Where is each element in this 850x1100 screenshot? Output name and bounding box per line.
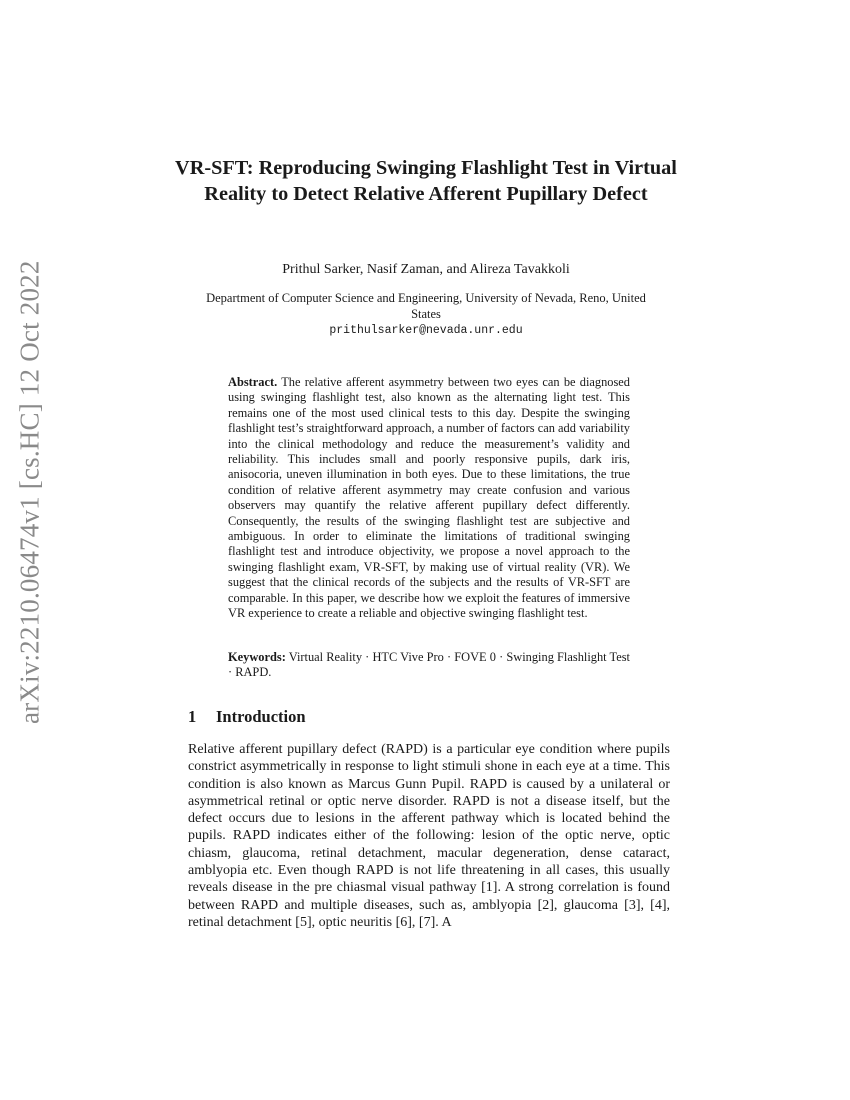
- abstract-text: The relative afferent asymmetry between two eyes can be diagnosed using swinging flashlight test, also known as the alternating light test. This remains one of the most used clinical tests to this day. Despite the swinging flashlight test’s straightforward approach, a number of factors can add variability into the clinical methodology and reduce the measurement’s validity and reliability. This includes small and poorly responsive pupils, dark iris, anisocoria, uneven illumination in both eyes. Due to these limitations, the true condition of relative afferent asymmetry may create confusion and various observers may quantify the relative afferent pupillary defect differently. Consequently, the results of the swinging flashlight test are subjective and ambiguous. In order to eliminate the limitations of traditional swinging flashlight test and introduce objectivity, we propose a novel approach to the swinging flashlight exam, VR-SFT, by making use of virtual reality (VR). We suggest that the clinical records of the subjects and the results of VR-SFT are comparable. In this paper, we describe how we exploit the features of immersive VR experience to create a reliable and objective swinging flashlight test.: [228, 375, 630, 621]
- keywords: [228, 650, 630, 681]
- author-email: prithulsarker@nevada.unr.edu: [329, 324, 523, 337]
- keywords-label: Keywords:: [228, 650, 286, 664]
- author-list: Prithul Sarker, Nasif Zaman, and Alireza Tavakkoli: [282, 262, 570, 277]
- arxiv-identifier-stamp: arXiv:2210.06474v1 [cs.HC] 12 Oct 2022: [14, 260, 45, 724]
- section-number: 1: [188, 707, 197, 726]
- paper-title: VR-SFT: Reproducing Swinging Flashlight Test in Virtual Reality to Detect Relative Afferent Pupillary Defect: [175, 157, 677, 205]
- introduction-paragraph: Relative afferent pupillary defect (RAPD) is a particular eye condition where pupils constrict asymmetrically in response to light stimuli shone in each eye at a time. This condition is also known as Marcus Gunn Pupil. RAPD is caused by a unilateral or asymmetrical retinal or optic nerve disorder. RAPD is not a disease itself, but the defect occurs due to lesions in the afferent pathway which is located behind the pupils. RAPD indicates either of the following: lesion of the optic nerve, optic chiasm, glaucoma, retinal detachment, macular degeneration, dense cataract, amblyopia etc. Even though RAPD is not life threatening in all cases, this usually reveals disease in the pre chiasmal visual pathway [1]. A strong correlation is found between RAPD and multiple diseases, such as, amblyopia [2], glaucoma [3], [4], retinal detachment [5], optic neuritis [6], [7]. A: [188, 742, 670, 930]
- affiliation-text: Department of Computer Science and Engineering, University of Nevada, Reno, United States: [206, 291, 646, 321]
- section-title: Introduction: [216, 707, 306, 726]
- abstract-label: Abstract.: [228, 375, 278, 389]
- abstract: [228, 375, 630, 622]
- keywords-text: Virtual Reality · HTC Vive Pro · FOVE 0 · Swinging Flashlight Test · RAPD.: [228, 650, 630, 680]
- affiliation-block: [190, 290, 662, 339]
- section-heading-introduction: [188, 707, 668, 727]
